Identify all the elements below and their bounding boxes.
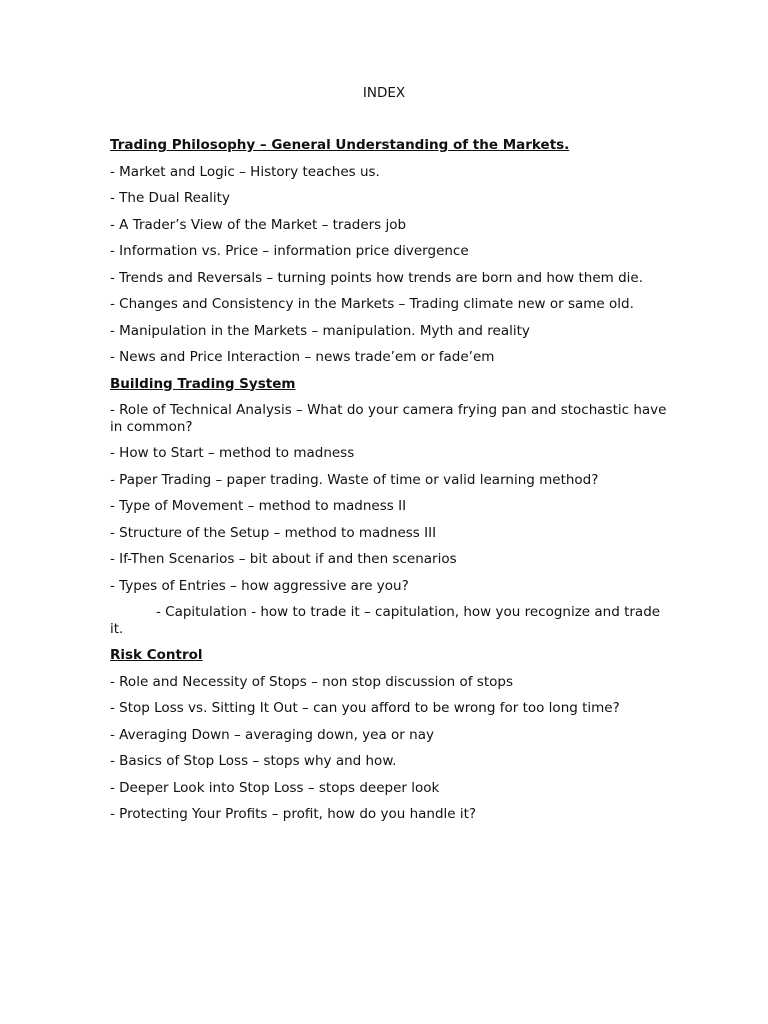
- list-item: - Protecting Your Profits – profit, how do you handle it?: [110, 806, 477, 822]
- list-item: - Role and Necessity of Stops – non stop discussion of stops: [110, 673, 513, 690]
- list-item: - Paper Trading – paper trading. Waste of time or valid learning method?: [110, 471, 599, 488]
- section-heading: Risk Control: [110, 647, 203, 663]
- section-risk-control: [110, 647, 670, 823]
- list-item: - If-Then Scenarios – bit about if and then scenarios: [110, 551, 457, 567]
- index-content: [110, 137, 670, 833]
- list-item: - How to Start – method to madness: [110, 445, 355, 461]
- list-item-indented: - Capitulation - how to trade it – capitulation, how you recognize and trade it.: [110, 604, 661, 637]
- list-item: - The Dual Reality: [110, 190, 230, 206]
- section-heading: Building Trading System: [110, 375, 296, 392]
- list-item: - Changes and Consistency in the Markets – Trading climate new or same old.: [110, 296, 634, 312]
- list-item: - Structure of the Setup – method to madness III: [110, 524, 437, 541]
- page-title: INDEX: [362, 85, 406, 101]
- list-item: - Deeper Look into Stop Loss – stops deeper look: [110, 779, 440, 796]
- list-item: - Averaging Down – averaging down, yea or nay: [110, 726, 434, 743]
- section-trading-philosophy: [110, 137, 670, 366]
- list-item: - Basics of Stop Loss – stops why and how.: [110, 753, 397, 769]
- list-item: - Information vs. Price – information price divergence: [110, 243, 469, 259]
- list-item: - Stop Loss vs. Sitting It Out – can you afford to be wrong for too long time?: [110, 700, 620, 716]
- list-item: - Market and Logic – History teaches us.: [110, 163, 380, 180]
- list-item: - Types of Entries – how aggressive are you?: [110, 577, 409, 594]
- list-item: - Trends and Reversals – turning points how trends are born and how them die.: [110, 269, 644, 286]
- list-item: - A Trader’s View of the Market – traders job: [110, 216, 407, 233]
- list-item: - News and Price Interaction – news trade’em or fade’em: [110, 349, 495, 365]
- list-item: - Type of Movement – method to madness II: [110, 498, 407, 514]
- section-building-trading-system: [110, 376, 670, 638]
- section-heading: Trading Philosophy – General Understanding of the Markets.: [110, 137, 570, 153]
- list-item: - Role of Technical Analysis – What do your camera frying pan and stochastic have in common?: [110, 402, 667, 435]
- list-item: - Manipulation in the Markets – manipulation. Myth and reality: [110, 322, 530, 339]
